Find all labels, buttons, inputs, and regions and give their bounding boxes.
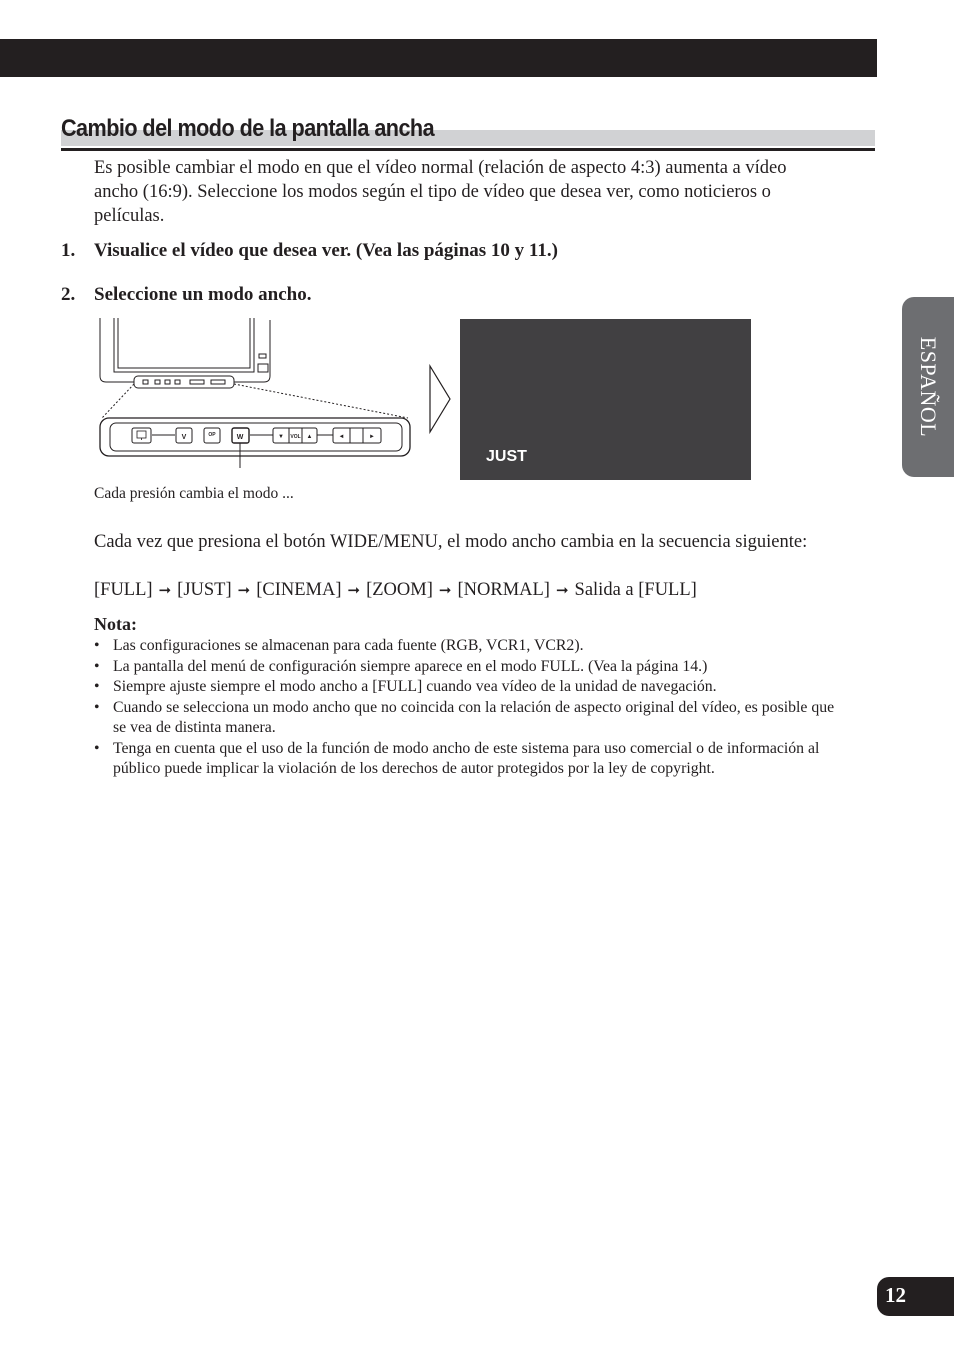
seq-item: [ZOOM] <box>366 580 433 600</box>
nota-item: • Tenga en cuenta que el uso de la función de modo ancho de este sistema para uso comercial o de información al público puede implicar la violación de los derechos de autor protegidos por la ley de copyright. <box>94 739 844 780</box>
vol-button-label: VOL <box>290 434 301 440</box>
nota-item: • Las configuraciones se almacenan para cada fuente (RGB, VCR1, VCR2). <box>94 636 844 657</box>
seq-item: [JUST] <box>177 580 232 600</box>
nota-item: • La pantalla del menú de configuración siempre aparece en el modo FULL. (Vea la página 14.) <box>94 657 844 678</box>
nota-item: • Cuando se selecciona un modo ancho que no coincida con la relación de aspecto original del vídeo, es posible que se vea de distinta manera. <box>94 698 844 739</box>
sequence-intro: Cada vez que presiona el botón WIDE/MENU, el modo ancho cambia en la secuencia siguiente: <box>94 532 808 552</box>
seq-item: Salida a [FULL] <box>574 580 697 600</box>
w-button-label: W <box>236 434 244 441</box>
monitor-illustration <box>96 318 416 468</box>
section-title: Cambio del modo de la pantalla ancha <box>61 115 435 142</box>
svg-text:◄: ◄ <box>338 434 345 440</box>
arrow-icon: ➞ <box>237 581 251 599</box>
nota-list <box>94 636 844 780</box>
language-tab-label: ESPAÑOL <box>916 336 941 438</box>
step-1-text: Visualice el vídeo que desea ver. (Vea las páginas 10 y 11.) <box>94 240 558 261</box>
step-2-text: Seleccione un modo ancho. <box>94 284 312 305</box>
seq-item: [FULL] <box>94 580 153 600</box>
step-1 <box>61 240 558 262</box>
seq-item: [CINEMA] <box>256 580 342 600</box>
step-2 <box>61 284 311 306</box>
figure-caption: Cada presión cambia el modo ... <box>94 485 294 502</box>
op-button-label: OP <box>208 432 216 438</box>
svg-text:▼: ▼ <box>278 434 284 440</box>
nota-title: Nota: <box>94 614 137 634</box>
mode-sequence <box>94 578 697 602</box>
arrow-icon: ➞ <box>347 581 361 599</box>
svg-text:▲: ▲ <box>306 434 313 440</box>
intro-paragraph: Es posible cambiar el modo en que el vídeo normal (relación de aspecto 4:3) aumenta a vídeo ancho (16:9). Seleccione los modos según el tipo de vídeo que desea ver, como noticieros o películas. <box>94 158 787 226</box>
page-number-badge <box>877 1277 954 1316</box>
step-2-number: 2. <box>61 284 76 305</box>
header-bar <box>0 39 877 77</box>
section-heading <box>61 114 875 151</box>
nota-item: • Siempre ajuste siempre el modo ancho a [FULL] cuando vea vídeo de la unidad de navegación. <box>94 677 844 698</box>
v-button-label: V <box>181 434 187 441</box>
page-number: 12 <box>885 1283 906 1307</box>
seq-item: [NORMAL] <box>457 580 550 600</box>
step-1-number: 1. <box>61 240 76 261</box>
right-arrow-icon <box>428 364 454 434</box>
arrow-icon: ➞ <box>158 581 172 599</box>
wide-mode-screen <box>460 319 751 480</box>
screen-mode-label: JUST <box>486 448 527 465</box>
svg-text:►: ► <box>369 434 375 440</box>
language-tab <box>902 297 954 477</box>
arrow-icon: ➞ <box>555 581 569 599</box>
arrow-icon: ➞ <box>438 581 452 599</box>
